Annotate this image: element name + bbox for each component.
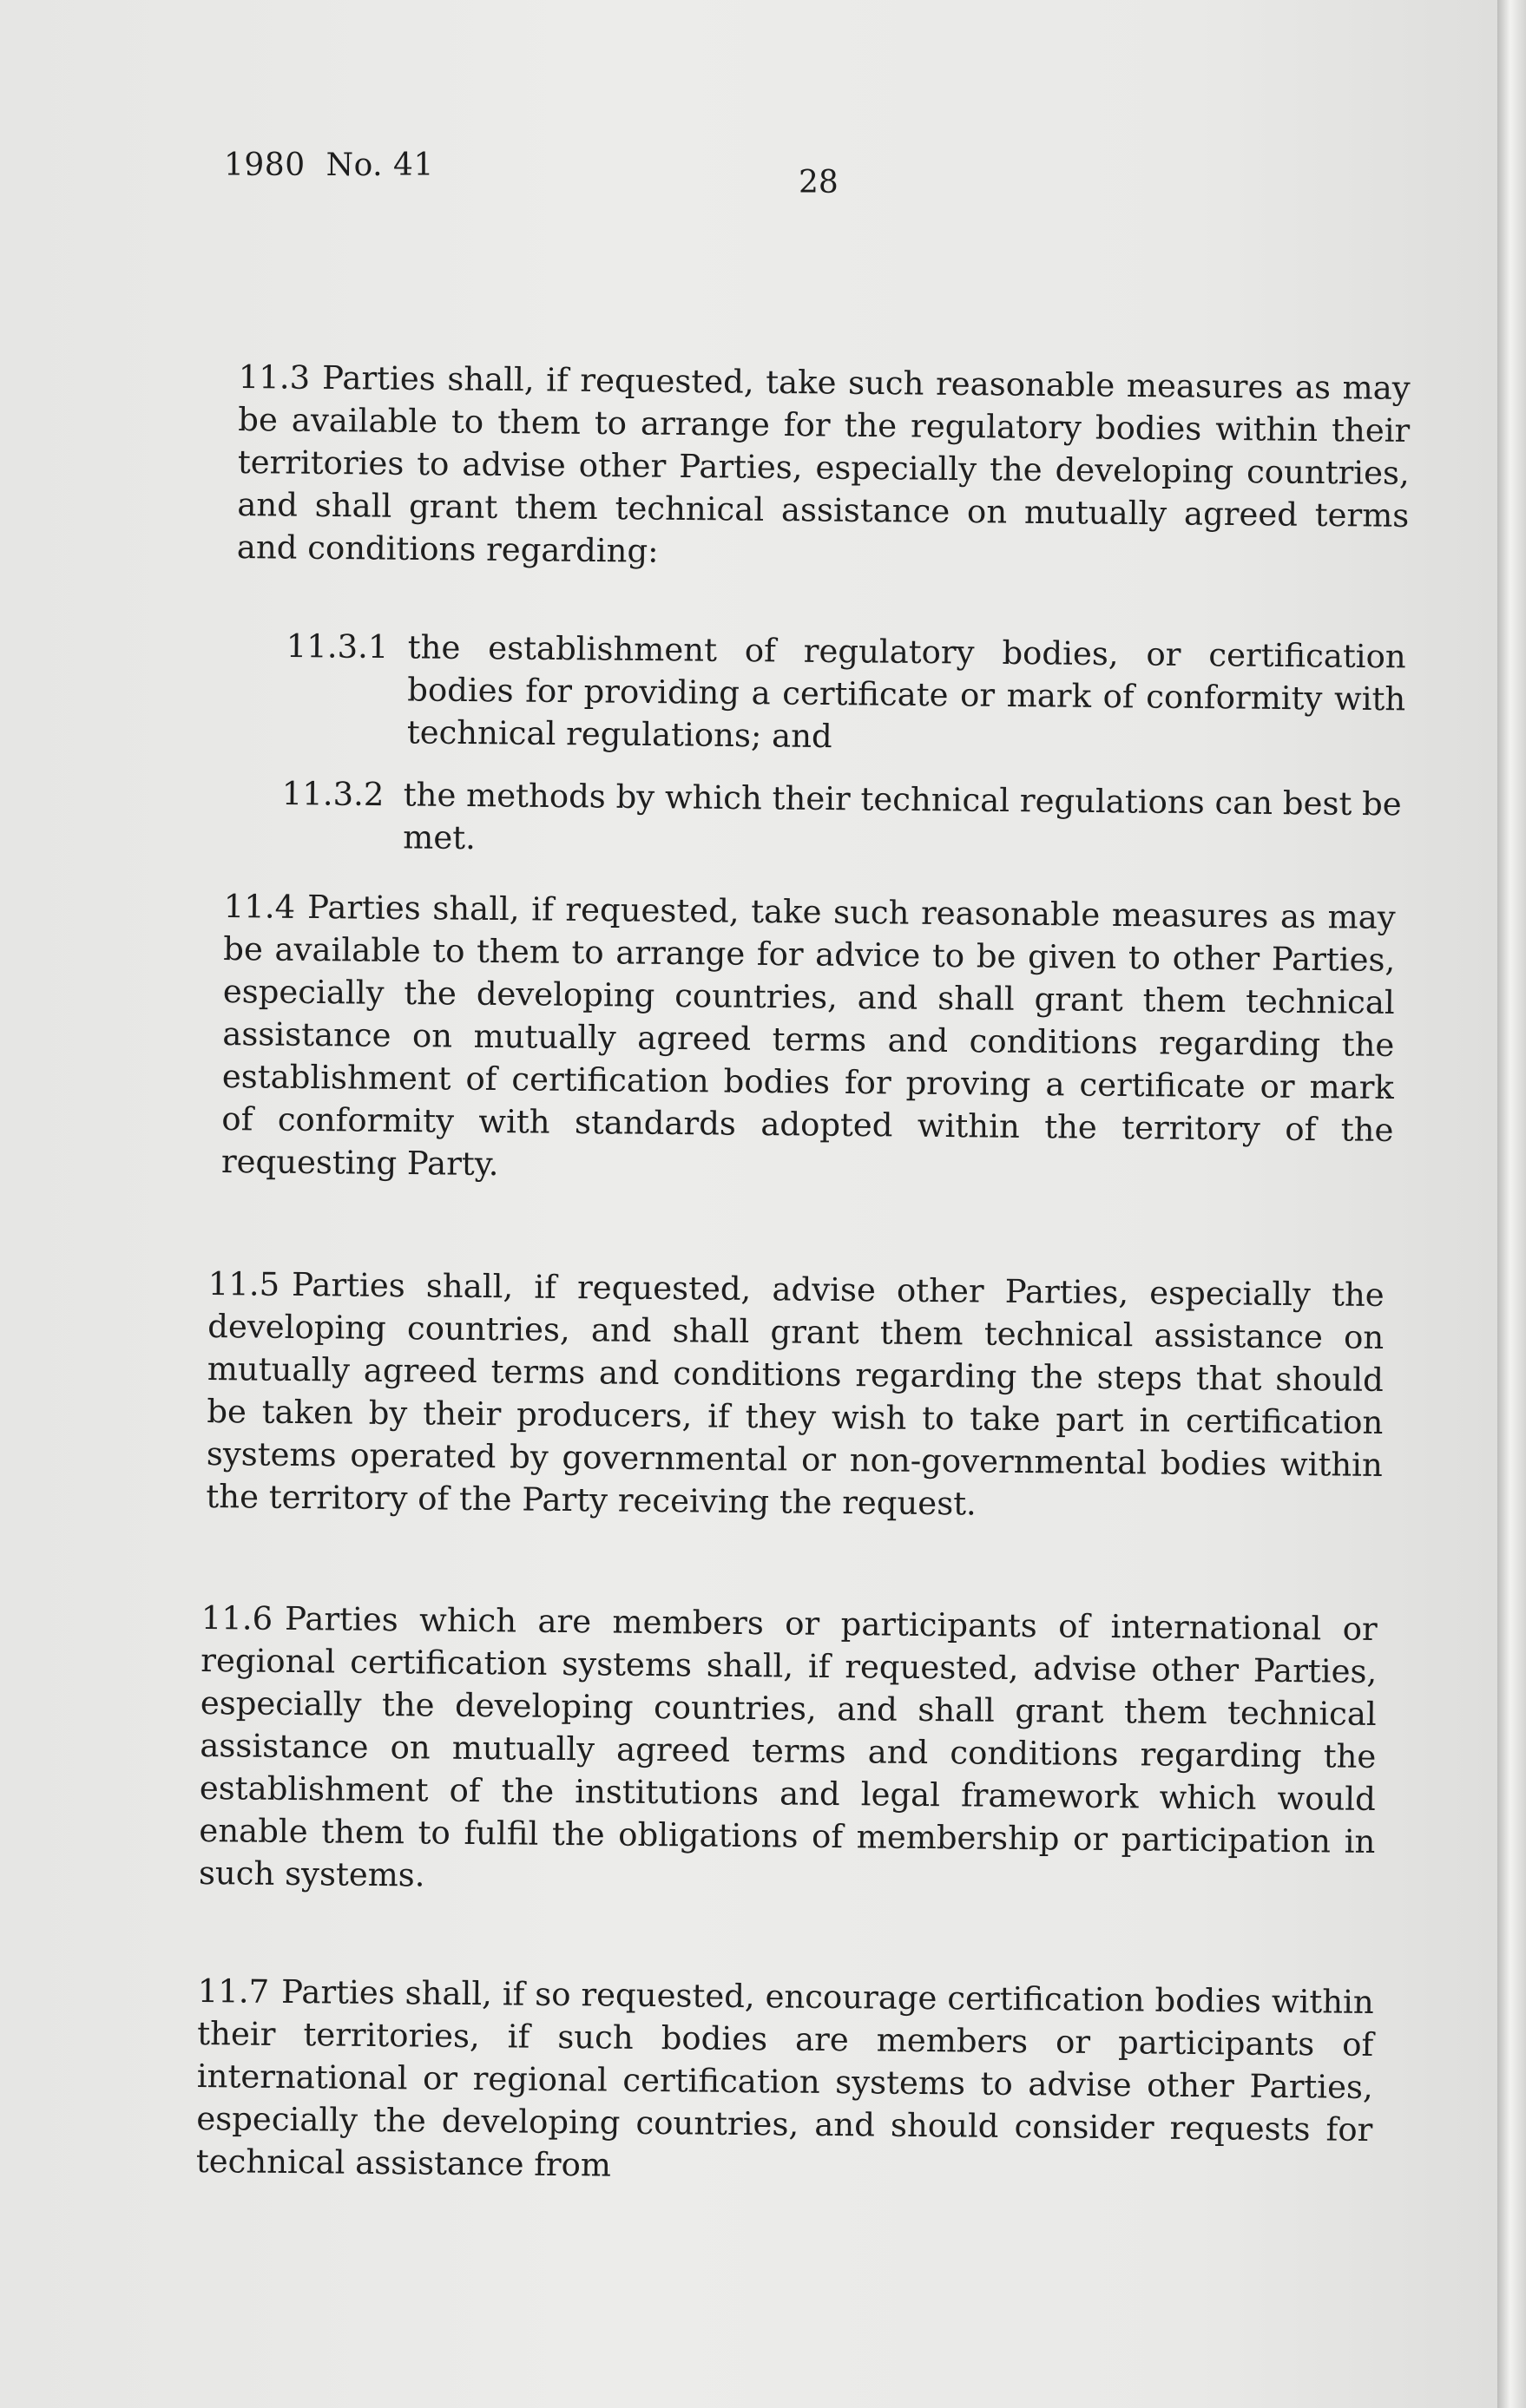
subparagraph-11-3-1 <box>286 625 1406 765</box>
paragraph-text: Parties shall, if requested, advise other Parties, especially the developing countries, and shall grant them technical assistance on mutually agreed terms and conditions regarding the steps that should be taken by their producers, if they wish to take part in certification systems operated by governmental or non-governmental bodies within the territory of the Party receiving the request. <box>206 1265 1385 1523</box>
paragraph-number: 11.7 <box>197 1972 270 2011</box>
subparagraph-number: 11.3.2 <box>281 774 385 814</box>
subparagraph-number: 11.3.1 <box>286 627 389 666</box>
subparagraph-text: the methods by which their technical regulations can best be met. <box>403 776 1402 857</box>
paragraph-number: 11.4 <box>223 887 296 926</box>
paragraph-text: Parties shall, if so requested, encourage certification bodies within their territories, if such bodies are members or participants of international or regional certification systems to advise other Parties, especially the developing countries, and should consider requests for technical assistance from <box>195 1972 1374 2184</box>
paragraph-number: 11.5 <box>207 1264 280 1303</box>
subparagraph-text: the establishment of regulatory bodies, or certification bodies for providing a certificate or mark of conformity with technical regulations; and <box>406 628 1406 756</box>
paragraph-11-3 <box>237 356 1411 580</box>
paragraph-text: Parties shall, if requested, take such reasonable measures as may be available to them to arrange for the regulatory bodies within their territories to advise other Parties, especially the developing countries, and shall grant them technical assistance on mutually agreed terms and conditions regarding: <box>236 358 1411 570</box>
book-spine <box>1497 0 1526 2408</box>
page-header <box>224 148 434 183</box>
paragraph-number: 11.3 <box>238 358 311 397</box>
paragraph-text: Parties which are members or participants of international or regional certification systems shall, if requested, advise other Parties, especially the developing countries, and shall grant them technical assistance on mutually agreed terms and conditions regarding the establishment of the institutions and legal framework which would enable them to fulfil the obligations of membership or participation in such systems. <box>198 1599 1378 1894</box>
page-number: 28 <box>799 165 839 200</box>
paragraph-11-5 <box>206 1263 1385 1529</box>
paragraph-11-4 <box>221 885 1396 1194</box>
header-issue: No. 41 <box>326 148 434 183</box>
paragraph-number: 11.6 <box>201 1598 273 1637</box>
paragraph-11-7 <box>196 1970 1374 2194</box>
paragraph-text: Parties shall, if requested, take such reasonable measures as may be available to them to arrange for advice to be given to other Parties, especially the developing countries, and shall grant them technical assistance on mutually agreed terms and conditions regarding the establishment of certification bodies for proving a certificate or mark of conformity with standards adopted within the territory of the requesting Party. <box>220 888 1396 1184</box>
paragraph-11-6 <box>199 1597 1378 1906</box>
header-year: 1980 <box>224 148 306 183</box>
